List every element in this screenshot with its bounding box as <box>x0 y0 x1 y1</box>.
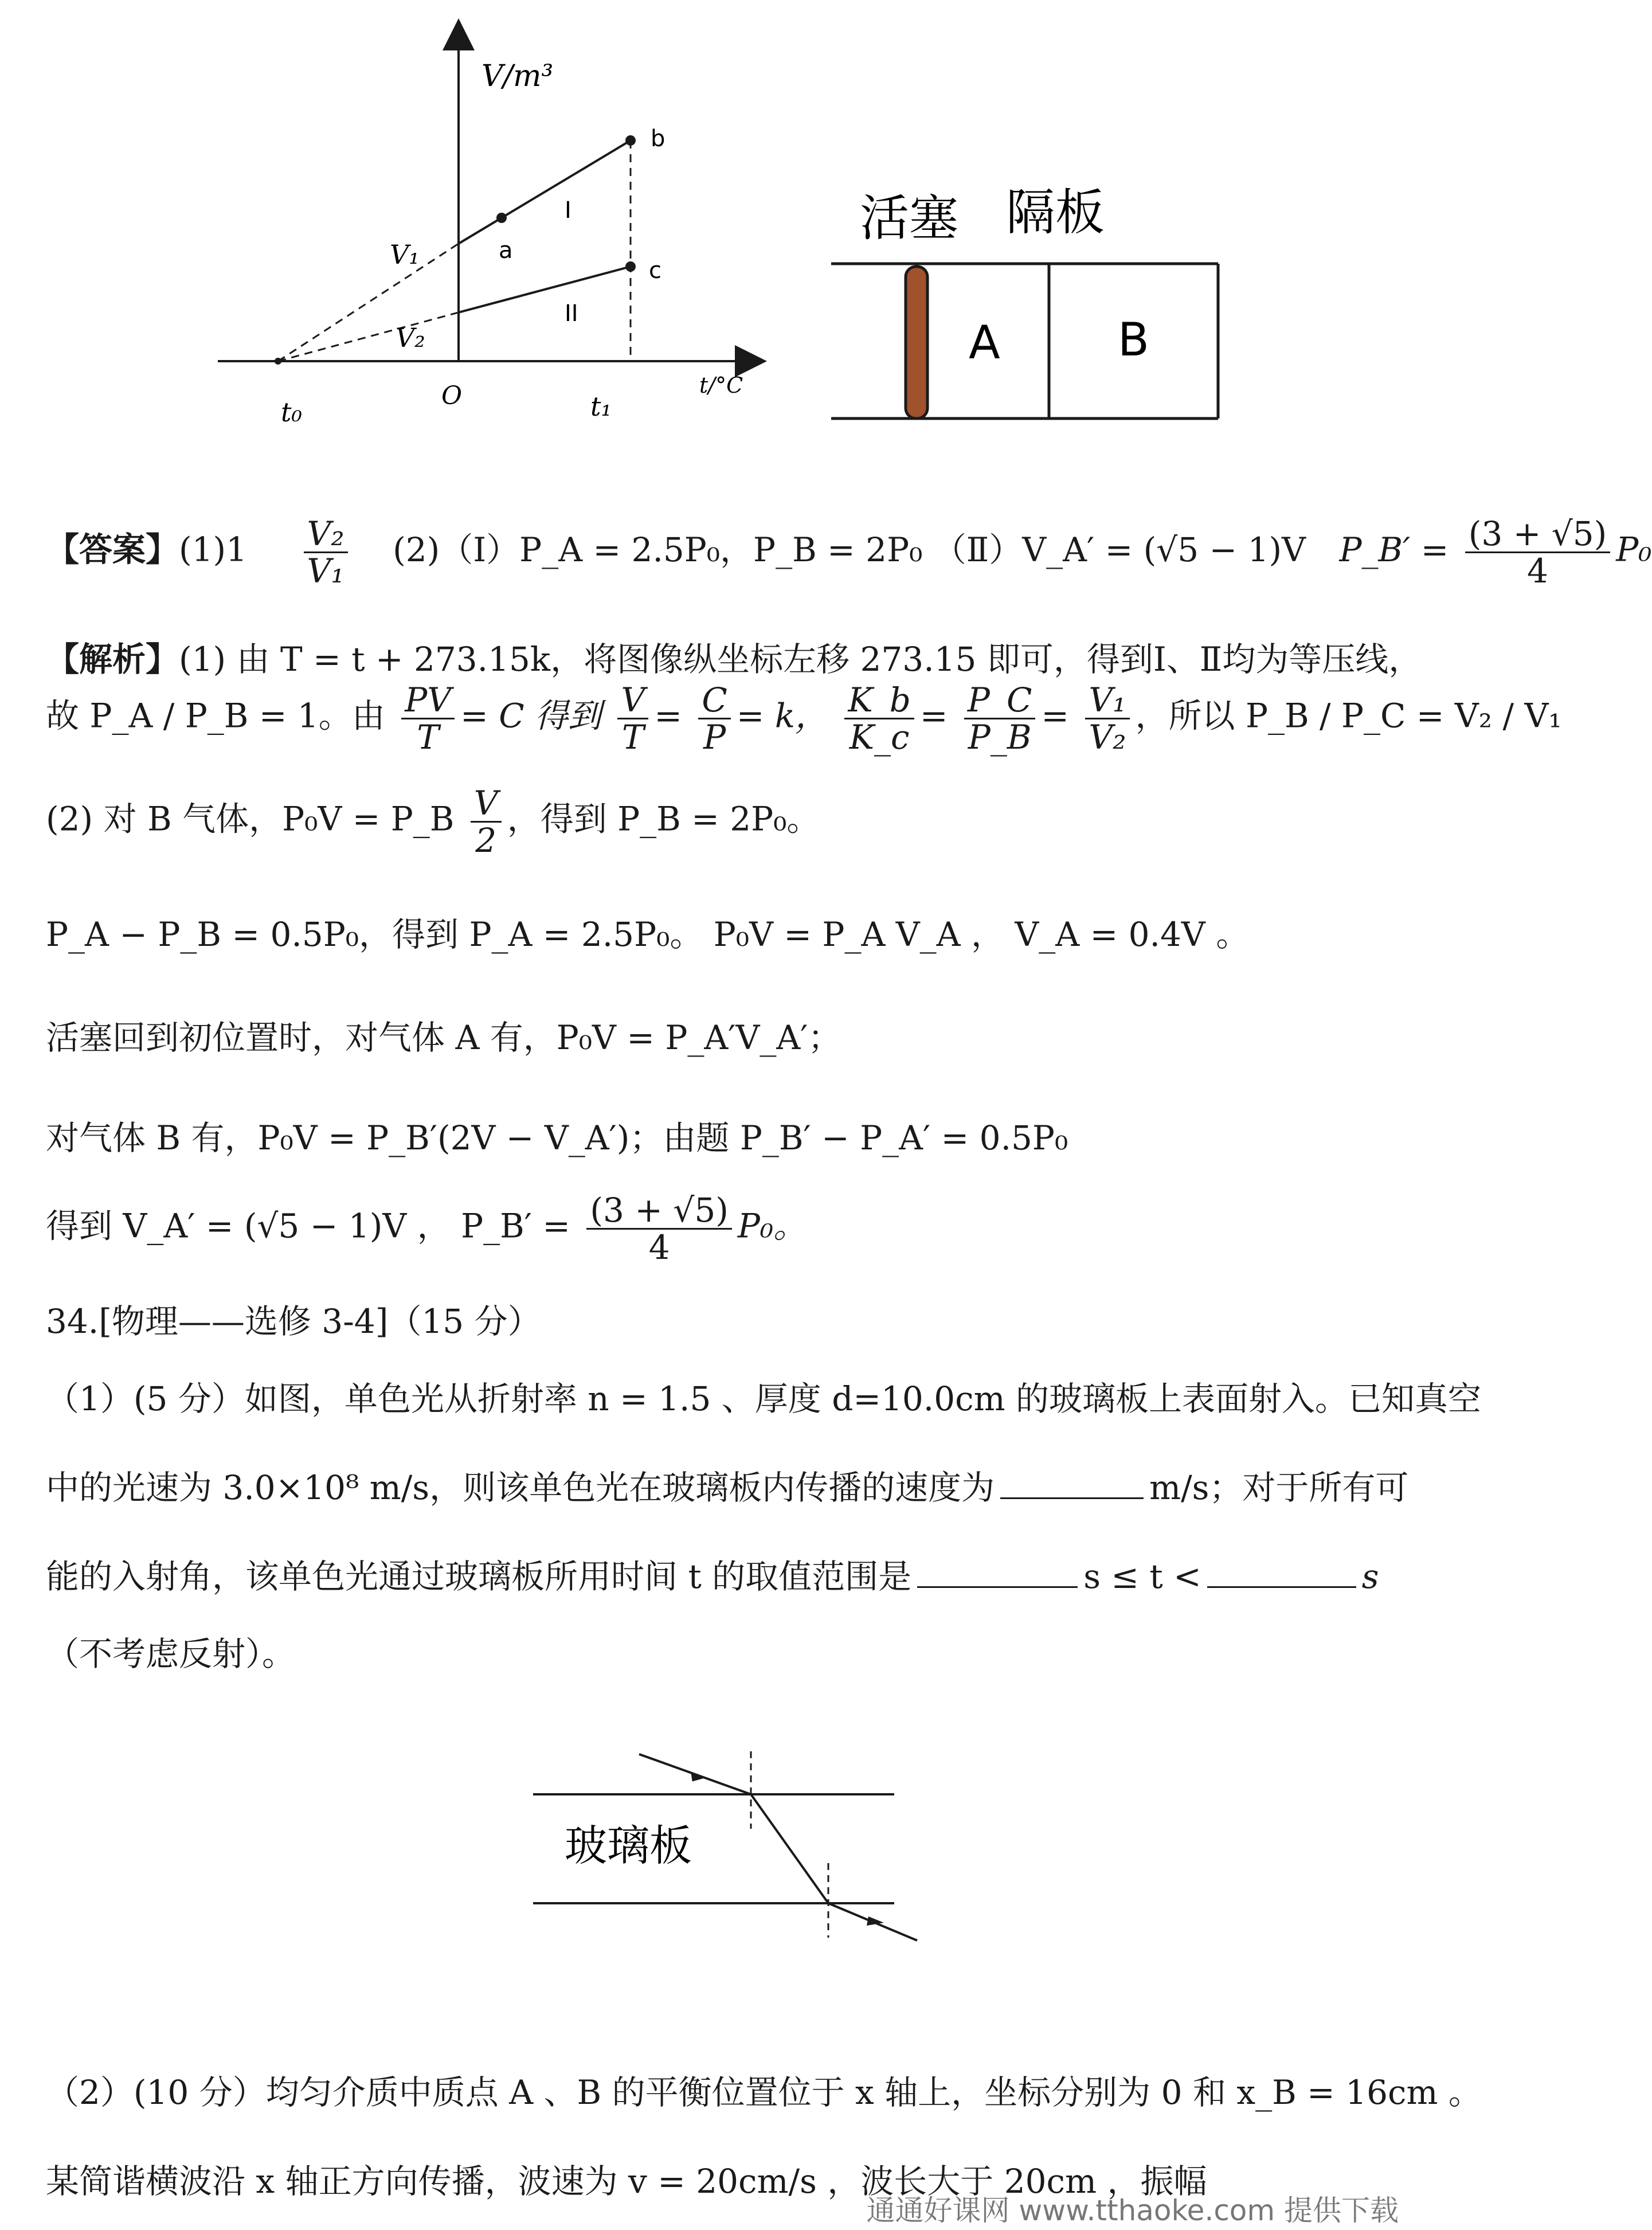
isobar-I <box>459 140 631 244</box>
point-a-label: a <box>499 237 513 264</box>
answer-fraction: $\frac{\text{V₂}}{\text{V₁}}$ <box>304 516 348 589</box>
x-axis-label: t/°C <box>699 373 743 398</box>
analysis-line-6: 对气体 B 有，P₀V = P_B′(2V − V_A′)；由题 P_B′ − P_A′ = 0.5P₀ <box>46 1118 1068 1157</box>
origin-label: O <box>441 381 463 410</box>
glass-plate-label: 玻璃板 <box>565 1821 692 1871</box>
refracted-ray <box>751 1794 828 1903</box>
answer-blank-tmin[interactable] <box>917 1554 1078 1588</box>
t1-label: t₁ <box>590 391 612 422</box>
analysis-line-5: 活塞回到初位置时，对气体 A 有，P₀V = P_A′V_A′； <box>46 1018 841 1057</box>
y-axis-label: V/m³ <box>481 59 554 93</box>
q34-part1-line3: 能的入射角，该单色光通过玻璃板所用时间 t 的取值范围是 s ≤ t < s <box>46 1554 1387 1599</box>
analysis-line-7: 得到 V_A′ = (√5 − 1)V ， P_B′ = $\frac{(3 + √5)}{4}$ P₀。 <box>46 1191 807 1267</box>
q34-part1-line2: 中的光速为 3.0×10⁸ m/s，则该单色光在玻璃板内传播的速度为 m/s；对于所有可 <box>46 1465 1387 1511</box>
analysis-label: 【解析】 <box>46 640 179 679</box>
piston <box>906 267 927 418</box>
region-2-label: II <box>565 300 578 327</box>
t0-label: t₀ <box>281 397 302 428</box>
region-1-label: I <box>565 197 571 224</box>
analysis-line-3: (2) 对 B 气体，P₀V = P_B $\frac{V}{2}$ ，得到 P_B = 2P₀。 <box>46 784 820 860</box>
watermark: 通通好课网 www.tthaoke.com 提供下载 <box>866 2194 1399 2227</box>
analysis-line-2: 故 P_A / P_B = 1。由 $\frac{PV}{T}$ = C 得到 $\frac{V}{T}$ = $\frac{C}{P}$ = k， $\frac{K\_b}{K\_c}$ = $\frac{P\_C}{P\_B}$ = $\frac{\text{V₁}}{\text{V₂}}$ ，所以 P_B / P_C = V₂ / V₁ <box>46 680 1562 757</box>
point-c-label: c <box>649 257 661 284</box>
glass-plate-diagram <box>516 1726 952 1966</box>
answer-blank-speed[interactable] <box>1000 1465 1144 1499</box>
q34-part1-line1: （1）(5 分）如图，单色光从折射率 n = 1.5 、厚度 d=10.0cm 的玻璃板上表面射入。已知真空 <box>46 1379 1482 1418</box>
answer-line: 【答案】(1)1 $\frac{\text{V₂}}{\text{V₁}}$ (2)（Ⅰ）P_A = 2.5P₀，P_B = 2P₀ （Ⅱ）V_A′ = (√5 − 1)V P_B′ = $\frac{(3 + √5)}{4}$ P₀ <box>46 514 1652 590</box>
partition-label: 隔板 <box>1006 184 1105 241</box>
piston-diagram <box>825 166 1250 436</box>
q34-header: 34.[物理——选修 3-4]（15 分） <box>46 1302 541 1341</box>
analysis-line-1: 【解析】(1) 由 T = t + 273.15k，将图像纵坐标左移 273.15 即可，得到Ⅰ、Ⅱ均为等压线， <box>46 640 1422 679</box>
q34-part2-line1: （2）(10 分）均匀介质中质点 A 、B 的平衡位置位于 x 轴上，坐标分别为 0 和 x_B = 16cm 。 <box>46 2073 1482 2112</box>
point-b-label: b <box>651 126 666 152</box>
v2-label: V₂ <box>396 322 425 353</box>
gas-a-label: A <box>969 316 1000 369</box>
analysis-line-4: P_A − P_B = 0.5P₀，得到 P_A = 2.5P₀。 P₀V = P_A V_A ， V_A = 0.4V 。 <box>46 915 1250 954</box>
isobar-II <box>459 267 631 312</box>
answer-blank-tmax[interactable] <box>1207 1554 1356 1588</box>
q34-part1-line4: （不考虑反射）。 <box>46 1634 296 1673</box>
piston-label: 活塞 <box>860 190 958 247</box>
v-t-graph <box>206 23 768 447</box>
v1-label: V₁ <box>390 239 420 270</box>
gas-b-label: B <box>1118 313 1149 366</box>
answer-pb-fraction: $\frac{(3 + √5)}{4}$ <box>1465 516 1611 589</box>
answer-label: 【答案】 <box>46 530 179 569</box>
q34-part2-line2: 某简谐横波沿 x 轴正方向传播，波速为 v = 20cm/s ，波长大于 20cm ，振幅 <box>46 2162 1207 2201</box>
